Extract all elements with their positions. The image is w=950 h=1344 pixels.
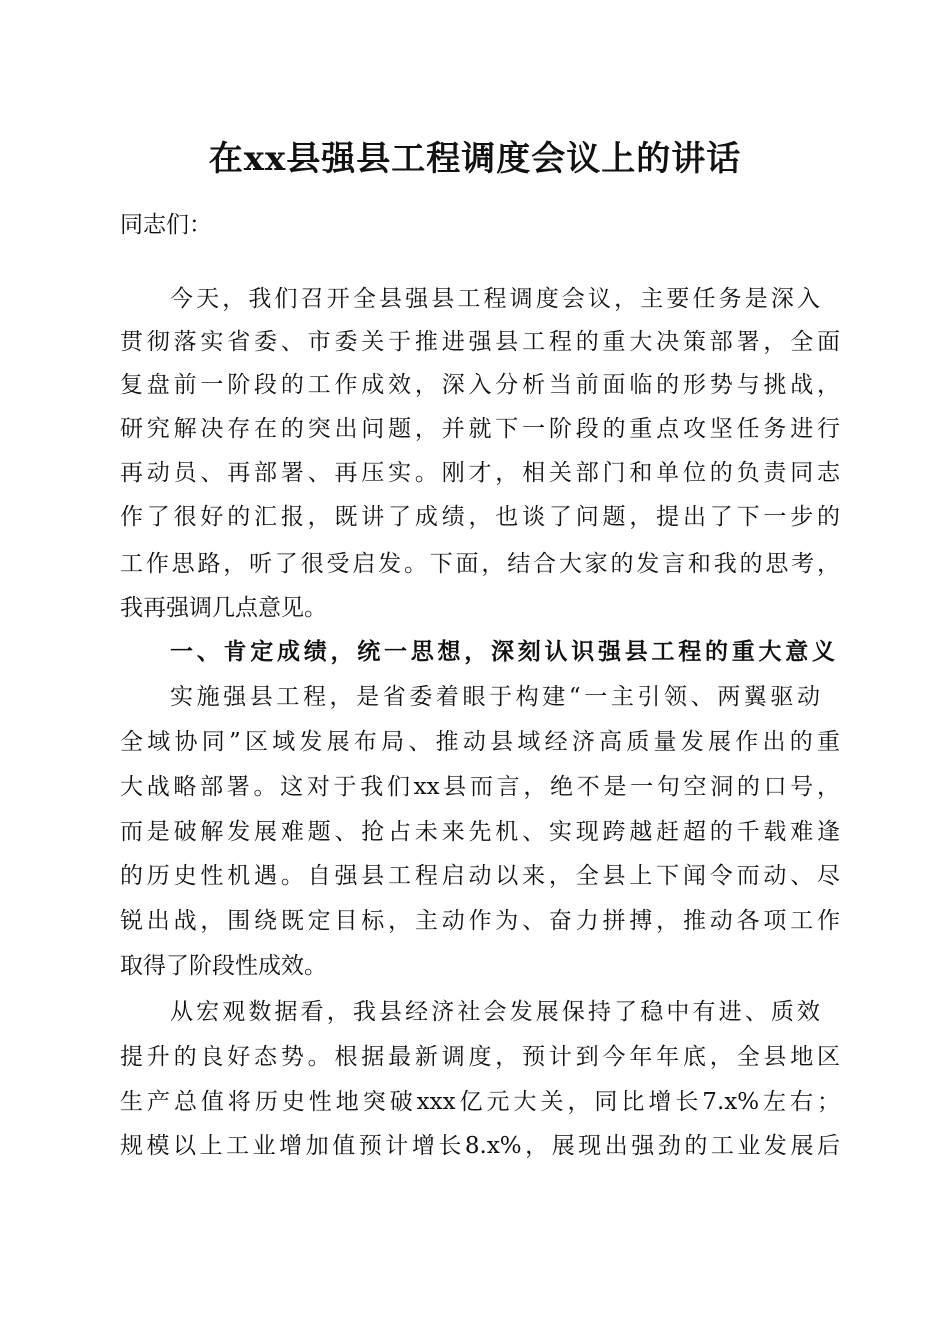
paragraph1-line: 贯彻落实省委、市委关于推进强县工程的重大决策部署，全面 [120, 329, 840, 355]
paragraph2-line: 而是破解发展难题、抢占未来先机、实现跨越赶超的千载难逢 [120, 819, 840, 845]
paragraph3-line: 生产总值将历史性地突破xxx亿元大关，同比增长7.x%左右； [120, 1089, 840, 1115]
paragraph2-line: 全域协同”区域发展布局、推动县域经济高质量发展作出的重 [120, 729, 840, 755]
paragraph3-line: 从宏观数据看，我县经济社会发展保持了稳中有进、质效 [170, 999, 820, 1025]
paragraph1-line: 复盘前一阶段的工作成效，深入分析当前面临的形势与挑战， [120, 372, 840, 398]
paragraph1-line: 作了很好的汇报，既讲了成绩，也谈了问题，提出了下一步的 [120, 504, 840, 530]
paragraph2-line: 取得了阶段性成效。 [120, 953, 327, 979]
paragraph3-line: 规模以上工业增加值预计增长8.x%，展现出强劲的工业发展后 [120, 1133, 840, 1159]
salutation: 同志们： [120, 212, 212, 238]
paragraph2-line: 大战略部署。这对于我们xx县而言，绝不是一句空洞的口号， [120, 774, 840, 800]
paragraph2-line: 锐出战，围绕既定目标，主动作为、奋力拼搏，推动各项工作 [120, 908, 840, 934]
paragraph2-line: 实施强县工程，是省委着眼于构建“一主引领、两翼驱动 [170, 684, 820, 710]
paragraph1-line: 我再强调几点意见。 [120, 595, 327, 621]
paragraph1-line: 再动员、再部署、再压实。刚才，相关部门和单位的负责同志 [120, 460, 840, 486]
paragraph2-line: 的历史性机遇。自强县工程启动以来，全县上下闻令而动、尽 [120, 863, 840, 889]
paragraph1-line: 今天，我们召开全县强县工程调度会议，主要任务是深入 [170, 286, 820, 312]
paragraph1-line: 工作思路，听了很受启发。下面，结合大家的发言和我的思考， [120, 551, 840, 577]
document-title: 在xx县强县工程调度会议上的讲话 [208, 139, 742, 179]
paragraph3-line: 提升的良好态势。根据最新调度，预计到今年年底，全县地区 [120, 1044, 840, 1070]
section-heading: 一、肯定成绩，统一思想，深刻认识强县工程的重大意义 [170, 639, 835, 665]
paragraph1-line: 研究解决存在的突出问题，并就下一阶段的重点攻坚任务进行 [120, 416, 840, 442]
